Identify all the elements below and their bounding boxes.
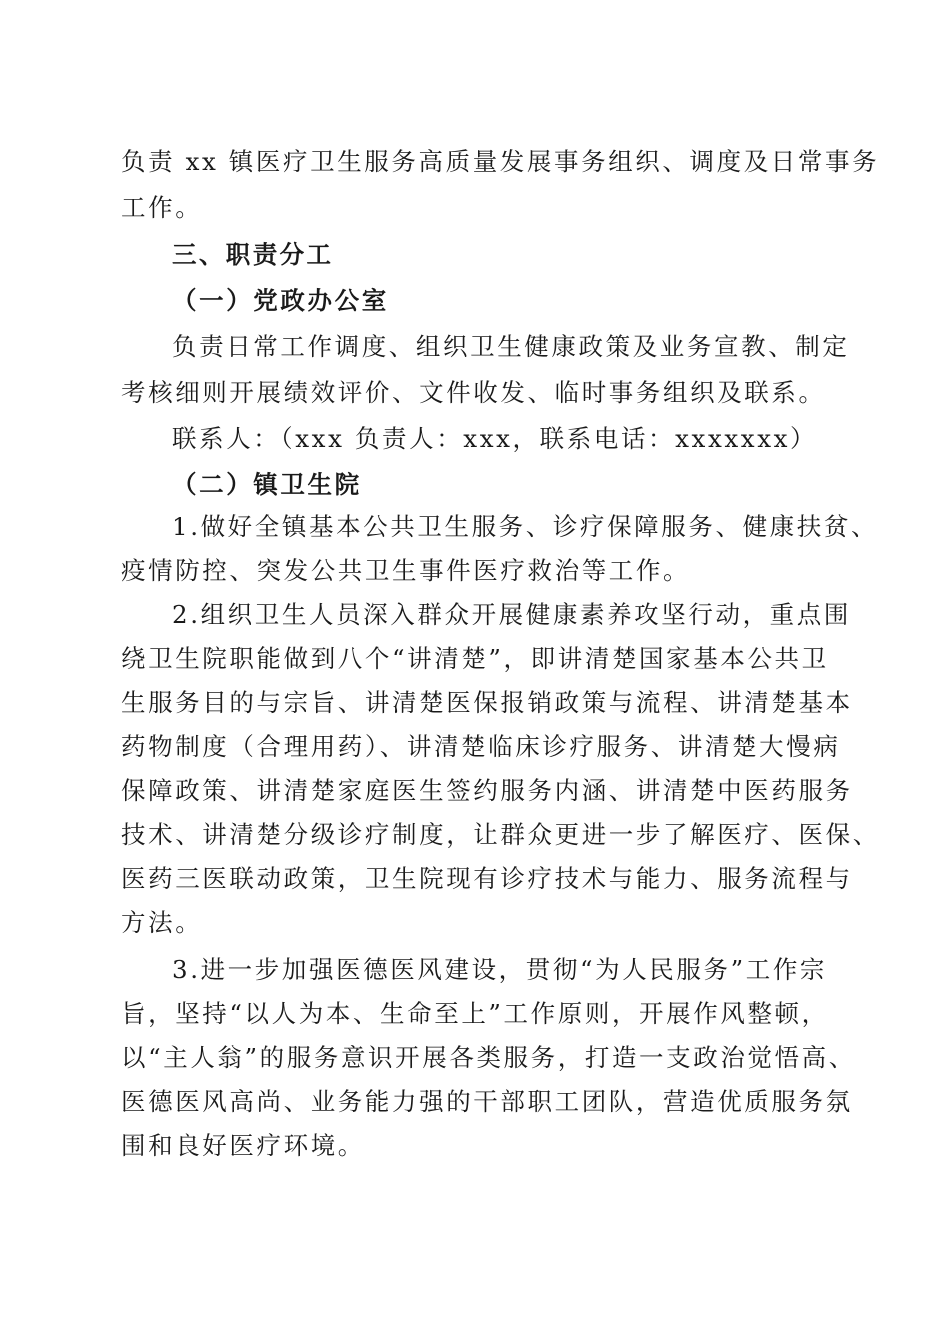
hospital-subheading: （二）镇卫生院 — [172, 470, 362, 499]
hospital-item2-line-3: 生服务目的与宗旨、讲清楚医保报销政策与流程、讲清楚基本 — [121, 688, 853, 717]
hospital-item3-line-3: 以“主人翁”的服务意识开展各类服务，打造一支政治觉悟高、 — [121, 1043, 856, 1072]
office-subheading: （一）党政办公室 — [172, 286, 389, 315]
office-line-1: 负责日常工作调度、组织卫生健康政策及业务宣教、制定 — [172, 332, 850, 361]
hospital-item2-line-2: 绕卫生院职能做到八个“讲清楚”，即讲清楚国家基本公共卫 — [121, 644, 829, 673]
intro-line-2: 工作。 — [121, 193, 203, 222]
hospital-item3-line-1: 3.进一步加强医德医风建设，贯彻“为人民服务”工作宗 — [172, 955, 828, 984]
hospital-item2-line-8: 方法。 — [121, 908, 203, 937]
intro-line-1: 负责 xx 镇医疗卫生服务高质量发展事务组织、调度及日常事务 — [121, 147, 880, 176]
hospital-item3-line-5: 围和良好医疗环境。 — [121, 1131, 365, 1160]
hospital-item2-line-6: 技术、讲清楚分级诊疗制度，让群众更进一步了解医疗、医保、 — [121, 820, 880, 849]
hospital-item1-line-2: 疫情防控、突发公共卫生事件医疗救治等工作。 — [121, 556, 691, 585]
office-contact: 联系人：（xxx 负责人：xxx，联系电话：xxxxxxx） — [172, 424, 818, 453]
section-3-heading: 三、职责分工 — [172, 240, 334, 269]
hospital-item1-line-1: 1.做好全镇基本公共卫生服务、诊疗保障服务、健康扶贫、 — [172, 512, 879, 541]
hospital-item3-line-4: 医德医风高尚、业务能力强的干部职工团队，营造优质服务氛 — [121, 1087, 853, 1116]
hospital-item2-line-5: 保障政策、讲清楚家庭医生签约服务内涵、讲清楚中医药服务 — [121, 776, 853, 805]
hospital-item2-line-7: 医药三医联动政策，卫生院现有诊疗技术与能力、服务流程与 — [121, 864, 853, 893]
office-line-2: 考核细则开展绩效评价、文件收发、临时事务组织及联系。 — [121, 378, 826, 407]
hospital-item2-line-1: 2.组织卫生人员深入群众开展健康素养攻坚行动，重点围 — [172, 600, 851, 629]
hospital-item3-line-2: 旨，坚持“以人为本、生命至上”工作原则，开展作风整顿， — [121, 999, 829, 1028]
hospital-item2-line-4: 药物制度（合理用药）、讲清楚临床诊疗服务、讲清楚大慢病 — [121, 732, 841, 761]
